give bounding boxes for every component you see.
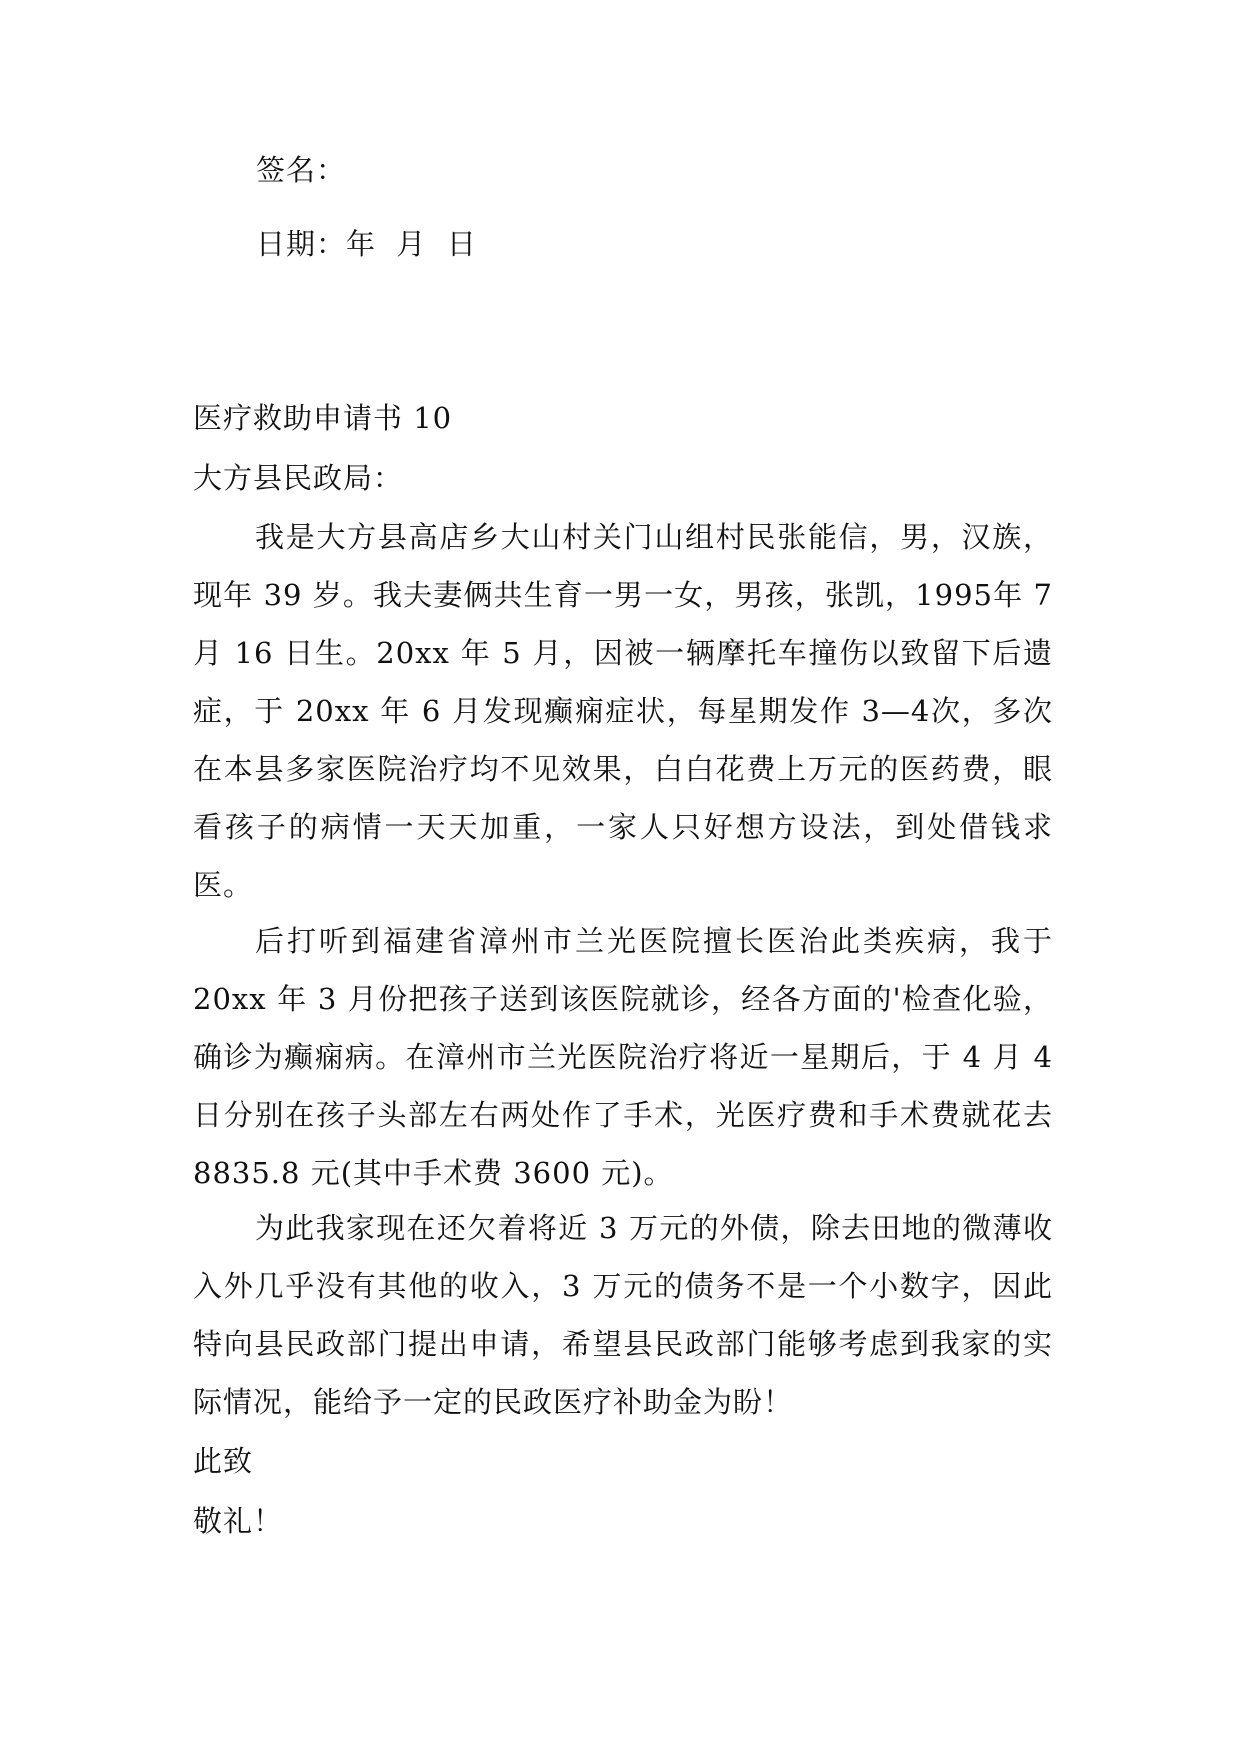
date-label: 日期：年 月 日	[256, 227, 477, 261]
letter-recipient: 大方县民政局：	[193, 461, 404, 495]
body-paragraph-3: 为此我家现在还欠着将近 3 万元的外债，除去田地的微薄收入外几乎没有其他的收入，3 万元的债务不是一个小数字，因此特向县民政部门提出申请，希望县民政部门能够考虑到我家的实际情况，能给予一定的民政医疗补助金为盼！	[193, 1211, 1053, 1419]
body-paragraph-2: 后打听到福建省漳州市兰光医院擅长医治此类疾病，我于 20xx 年 3 月份把孩子送到该医院就诊，经各方面的'检查化验，确诊为癫痫病。在漳州市兰光医院治疗将近一星期后，于 4 月 4 日分别在孩子头部左右两处作了手术，光医疗费和手术费就花去 8835.8 元(其中手术费 3600 元)。	[193, 924, 1053, 1190]
closing-line-2: 敬礼！	[193, 1504, 284, 1538]
letter-title: 医疗救助申请书 10	[193, 401, 453, 435]
closing-line-1: 此致	[193, 1444, 254, 1478]
signature-label: 签名：	[256, 153, 347, 187]
body-paragraph-1: 我是大方县高店乡大山村关门山组村民张能信，男，汉族，现年 39 岁。我夫妻俩共生育一男一女，男孩，张凯，1995年 7 月 16 日生。20xx 年 5 月，因被一辆摩托车撞伤以致留下后遗症，于 20xx 年 6 月发现癫痫症状，每星期发作 3—4次，多次在本县多家医院治疗均不见效果，白白花费上万元的医药费，眼看孩子的病情一天天加重，一家人只好想方设法，到处借钱求医。	[193, 520, 1053, 902]
